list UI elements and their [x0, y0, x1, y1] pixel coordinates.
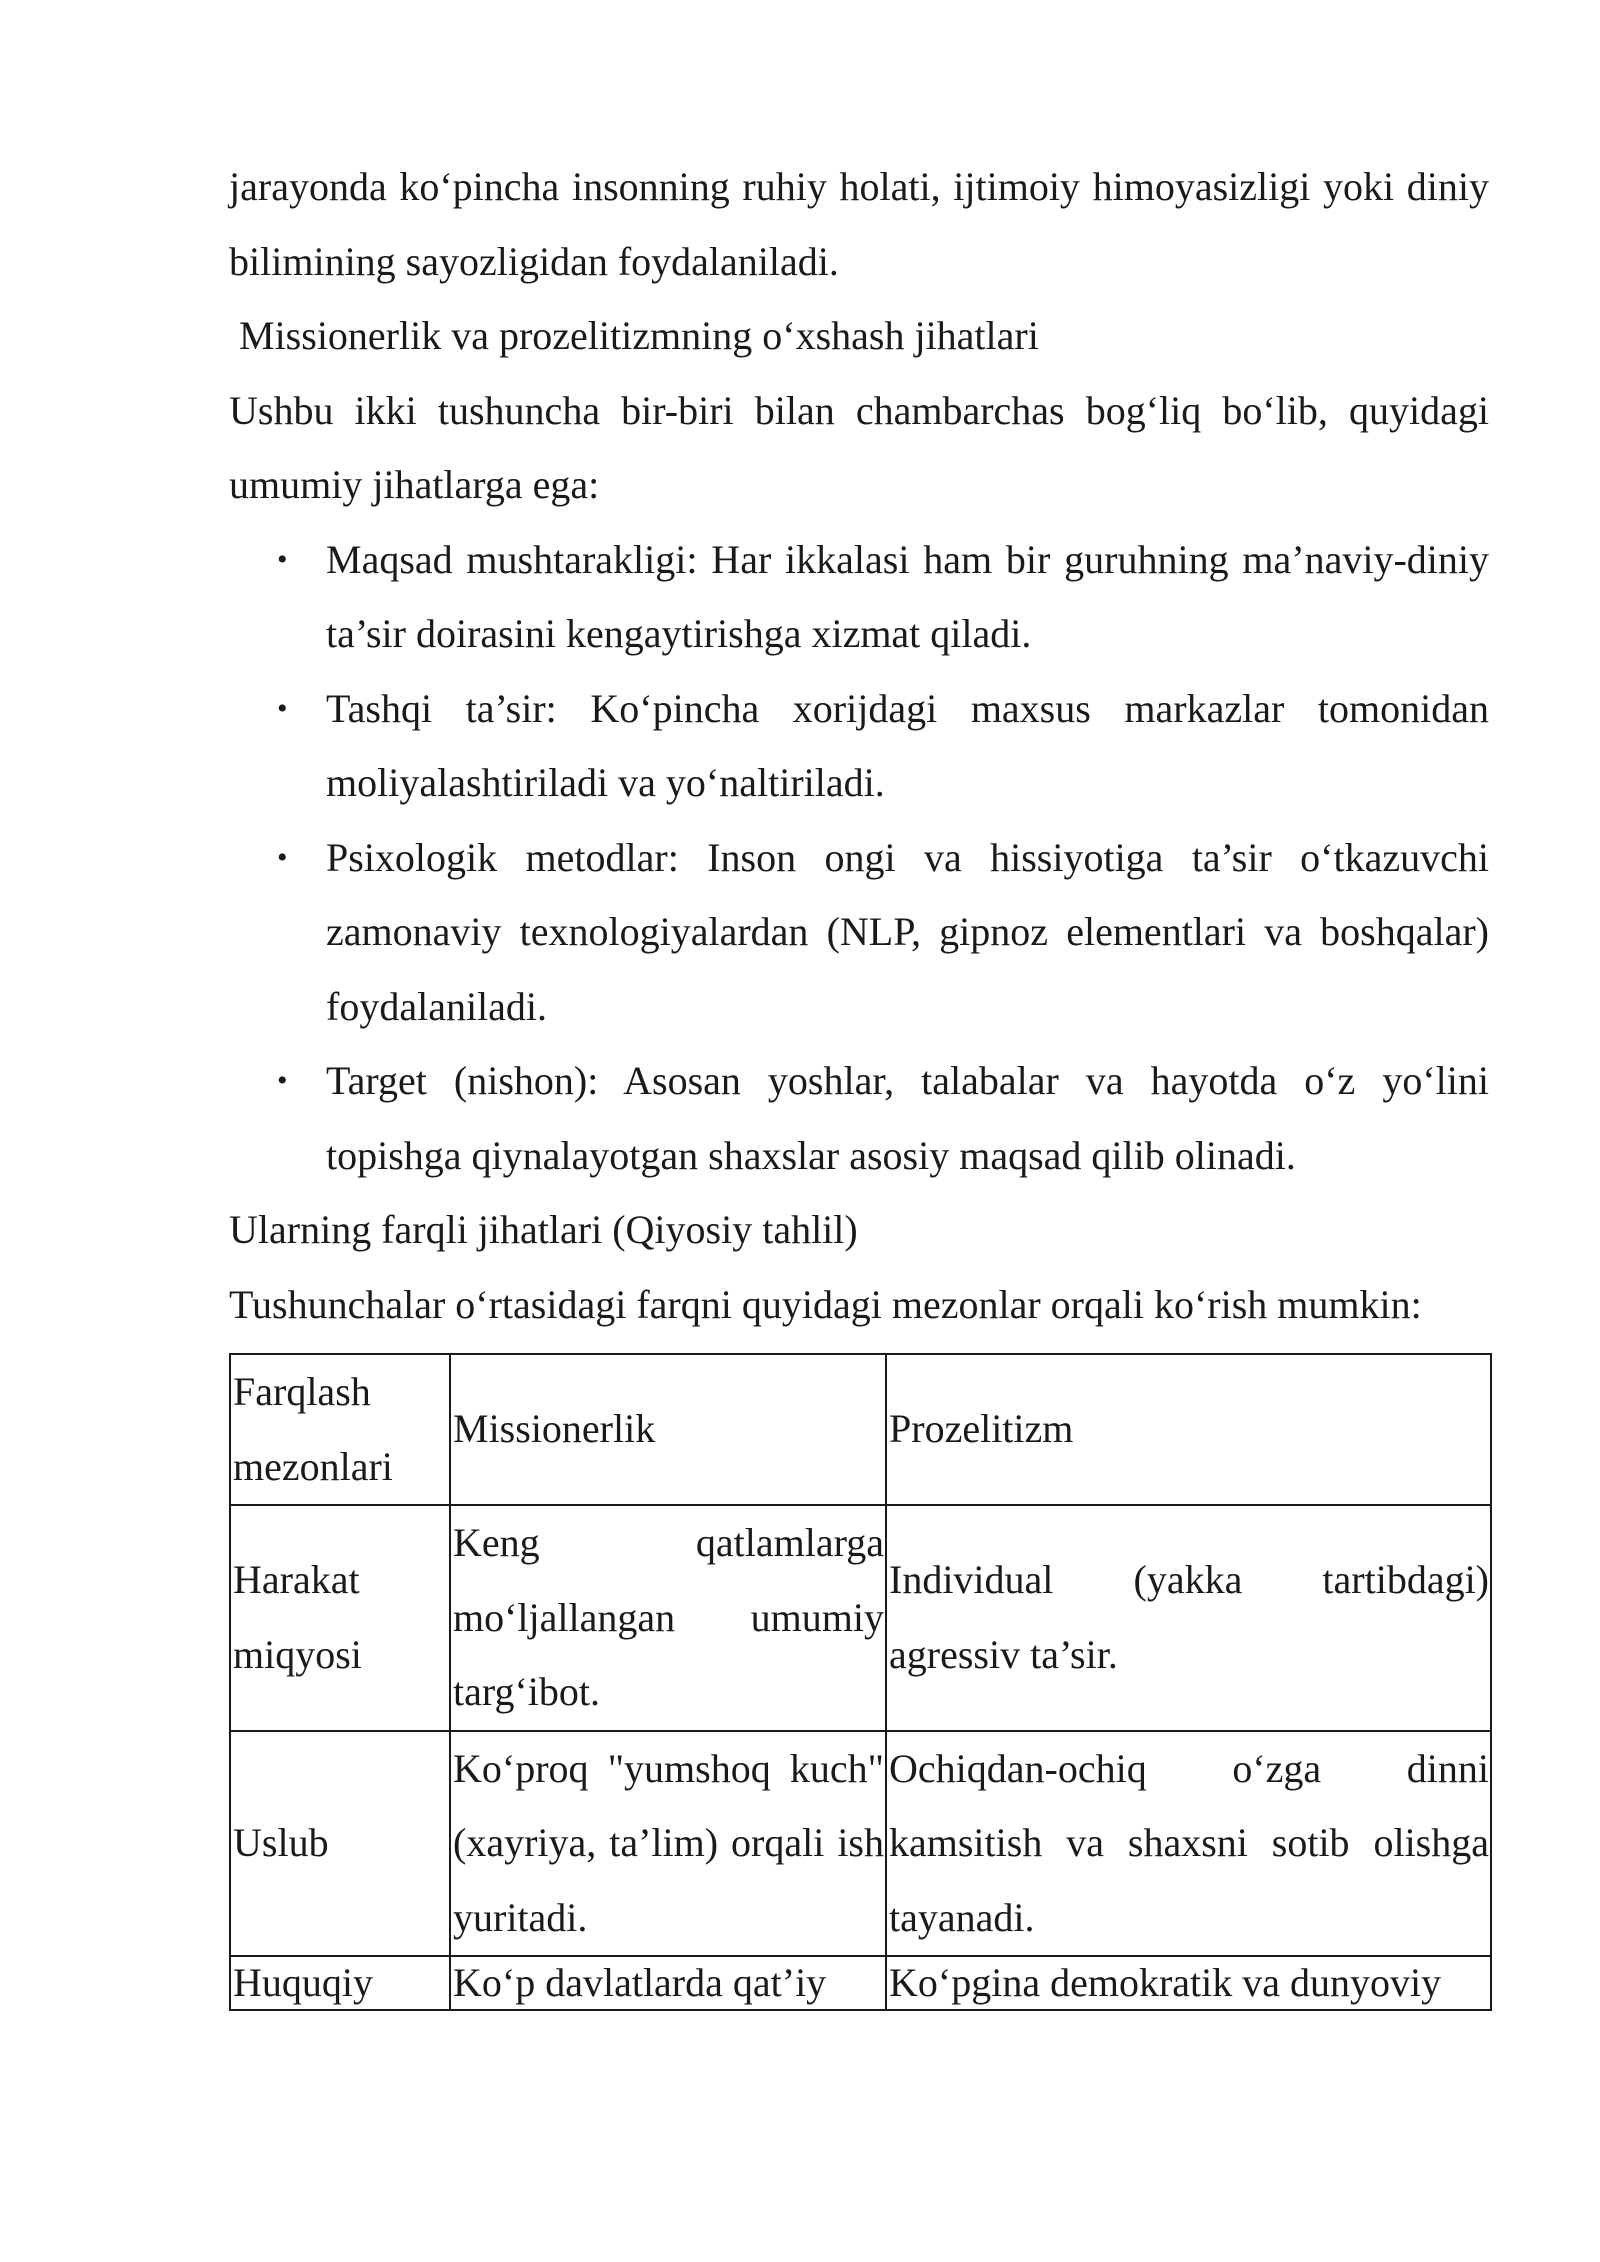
- list-item: [229, 821, 1489, 1045]
- list-item: [229, 523, 1489, 672]
- table-header-cell: Farqlash mezonlari: [230, 1354, 450, 1505]
- bullet-icon: •: [277, 840, 288, 874]
- table-header-cell: Prozelitizm: [886, 1354, 1491, 1505]
- list-item-text: Psixologik metodlar: Inson ongi va hissiyotiga ta’sir o‘tkazuvchi zamonaviy texnologiyalardan (NLP, gipnoz elementlari va boshqalar) foydalaniladi.: [326, 834, 1489, 1029]
- paragraph-similarities-lead: Ushbu ikki tushuncha bir-biri bilan chambarchas bog‘liq bo‘lib, quyidagi umumiy jihatlarga ega:: [229, 387, 1489, 507]
- table-cell: Uslub: [230, 1731, 450, 1957]
- table-cell: Harakat miqyosi: [230, 1505, 450, 1731]
- table-cell: Ochiqdan-ochiq o‘zga dinni kamsitish va shaxsni sotib olishga tayanadi.: [886, 1731, 1491, 1957]
- document-page: [229, 150, 1489, 2011]
- bullet-icon: •: [277, 1064, 288, 1097]
- table-cell: Ko‘proq "yumshoq kuch" (xayriya, ta’lim) orqali ish yuritadi.: [450, 1731, 886, 1957]
- table-cell: Individual (yakka tartibdagi) agressiv ta’sir.: [886, 1505, 1491, 1731]
- table-row: [230, 1505, 1491, 1731]
- comparison-table: [229, 1353, 1492, 2011]
- list-item: [229, 672, 1489, 821]
- bullet-icon: •: [277, 691, 288, 725]
- section-heading-differences: Ularning farqli jihatlari (Qiyosiy tahlil): [229, 1207, 858, 1252]
- similarities-list: [229, 523, 1489, 1194]
- list-item-text: Target (nishon): Asosan yoshlar, talabalar va hayotda o‘z yo‘lini topishga qiynalayotgan shaxslar asosiy maqsad qilib olinadi.: [326, 1058, 1489, 1178]
- table-cell: Ko‘pgina demokratik va dunyoviy: [886, 1956, 1491, 2010]
- table-cell: Huquqiy: [230, 1956, 450, 2010]
- table-cell: Ko‘p davlatlarda qat’iy: [450, 1956, 886, 2010]
- table-header-row: [230, 1354, 1491, 1505]
- paragraph-intro: jarayonda ko‘pincha insonning ruhiy holati, ijtimoiy himoyasizligi yoki diniy bilimining sayozligidan foydalaniladi.: [229, 164, 1489, 284]
- table-cell: Keng qatlamlarga mo‘ljallangan umumiy targ‘ibot.: [450, 1505, 886, 1731]
- list-item-text: Tashqi ta’sir: Ko‘pincha xorijdagi maxsus markazlar tomonidan moliyalashtiriladi va yo‘naltiriladi.: [326, 685, 1489, 805]
- table-row: [230, 1956, 1491, 2010]
- bullet-icon: •: [277, 542, 288, 576]
- list-item: [229, 1044, 1489, 1193]
- table-header-cell: Missionerlik: [450, 1354, 886, 1505]
- table-row: [230, 1731, 1491, 1957]
- section-heading-similarities: Missionerlik va prozelitizmning o‘xshash jihatlari: [239, 313, 1039, 358]
- list-item-text: Maqsad mushtarakligi: Har ikkalasi ham bir guruhning ma’naviy-diniy ta’sir doirasini kengaytirishga xizmat qiladi.: [326, 536, 1489, 656]
- paragraph-differences-lead: Tushunchalar o‘rtasidagi farqni quyidagi mezonlar orqali ko‘rish mumkin:: [229, 1281, 1422, 1327]
